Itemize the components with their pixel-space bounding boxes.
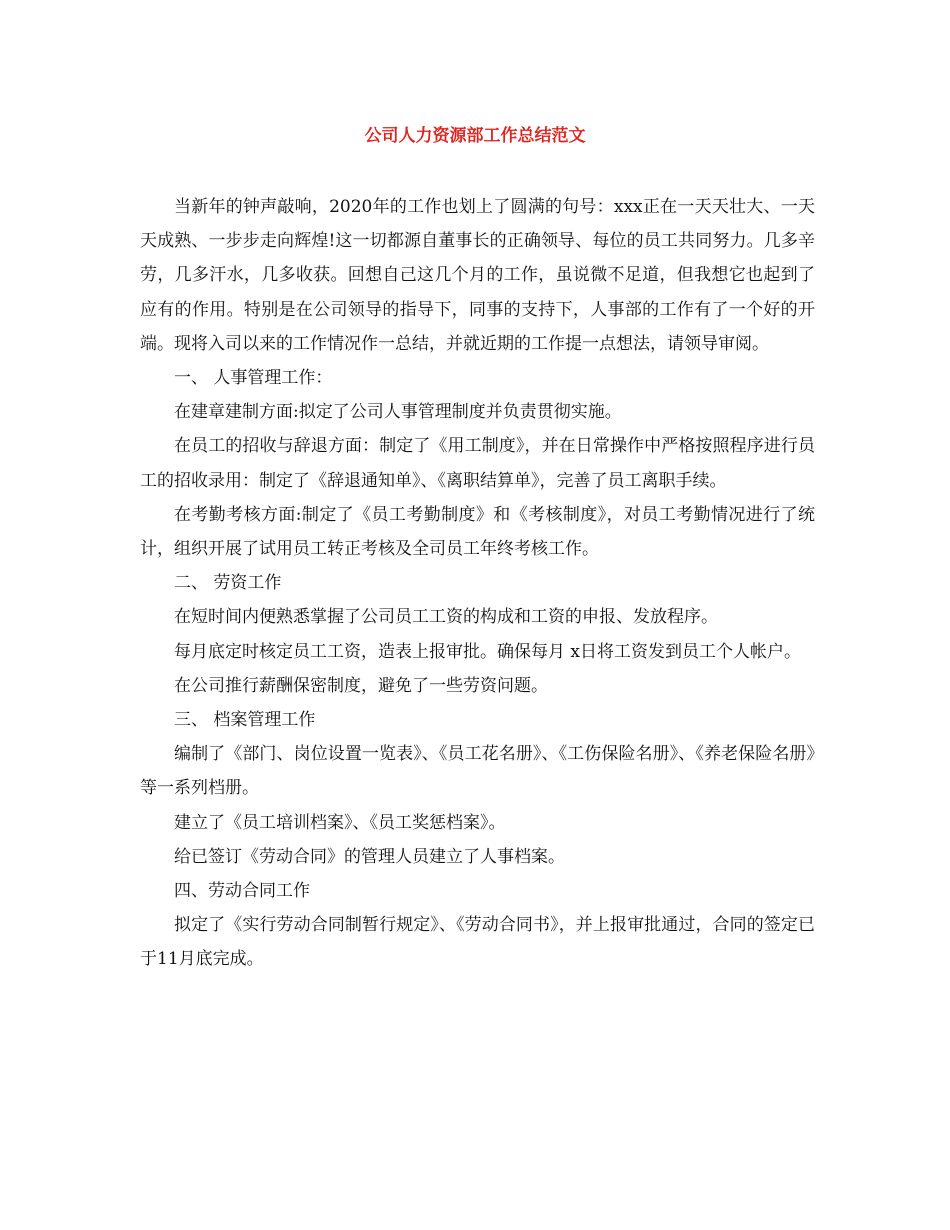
paragraph-attendance: 在考勤考核方面:制定了《员工考勤制度》和《考核制度》，对员工考勤情况进行了统计，组织开展了试用员工转正考核及全司员工年终考核工作。 — [140, 504, 815, 560]
section-heading-payroll: 二、 劳资工作 — [174, 573, 282, 594]
document-body — [140, 190, 815, 977]
paragraph-intro: 当新年的钟声敲响，2020年的工作也划上了圆满的句号：xxx正在一天天壮大、一天天成熟、一步步走向辉煌!这一切都源自董事长的正确领导、每位的员工共同努力。几多辛劳，几多汗水，几多收获。回想自己这几个月的工作，虽说微不足道，但我想它也起到了应有的作用。特别是在公司领导的指导下，同事的支持下，人事部的工作有了一个好的开端。现将入司以来的工作情况作一总结，并就近期的工作提一点想法，请领导审阅。 — [140, 197, 815, 354]
paragraph-salary-confidentiality: 在公司推行薪酬保密制度，避免了一些劳资问题。 — [174, 675, 548, 696]
paragraph-contracts: 拟定了《实行劳动合同制暂行规定》、《劳动合同书》，并上报审批通过，合同的签定已于11月底完成。 — [140, 915, 815, 970]
paragraph-rules: 在建章建制方面:拟定了公司人事管理制度并负责贯彻实施。 — [174, 402, 622, 423]
paragraph-personnel-files: 给已签订《劳动合同》的管理人员建立了人事档案。 — [174, 846, 565, 867]
paragraph-training-files: 建立了《员工培训档案》、《员工奖惩档案》。 — [174, 812, 506, 833]
paragraph-payroll-process: 在短时间内便熟悉掌握了公司员工工资的构成和工资的申报、发放程序。 — [174, 607, 718, 628]
section-heading-personnel: 一、 人事管理工作： — [174, 368, 333, 389]
paragraph-monthly-salary: 每月底定时核定员工工资，造表上报审批。确保每月 x日将工资发到员工个人帐户。 — [174, 641, 801, 662]
section-heading-archives: 三、 档案管理工作 — [174, 710, 316, 731]
section-heading-contracts: 四、劳动合同工作 — [174, 881, 310, 902]
paragraph-hiring: 在员工的招收与辞退方面：制定了《用工制度》，并在日常操作中严格按照程序进行员工的招收录用：制定了《辞退通知单》、《离职结算单》，完善了员工离职手续。 — [140, 436, 815, 491]
paragraph-rosters: 编制了《部门、岗位设置一览表》、《员工花名册》、《工伤保险名册》、《养老保险名册》等一系列档册。 — [140, 744, 815, 799]
document-title: 公司人力资源部工作总结范文 — [364, 126, 586, 146]
